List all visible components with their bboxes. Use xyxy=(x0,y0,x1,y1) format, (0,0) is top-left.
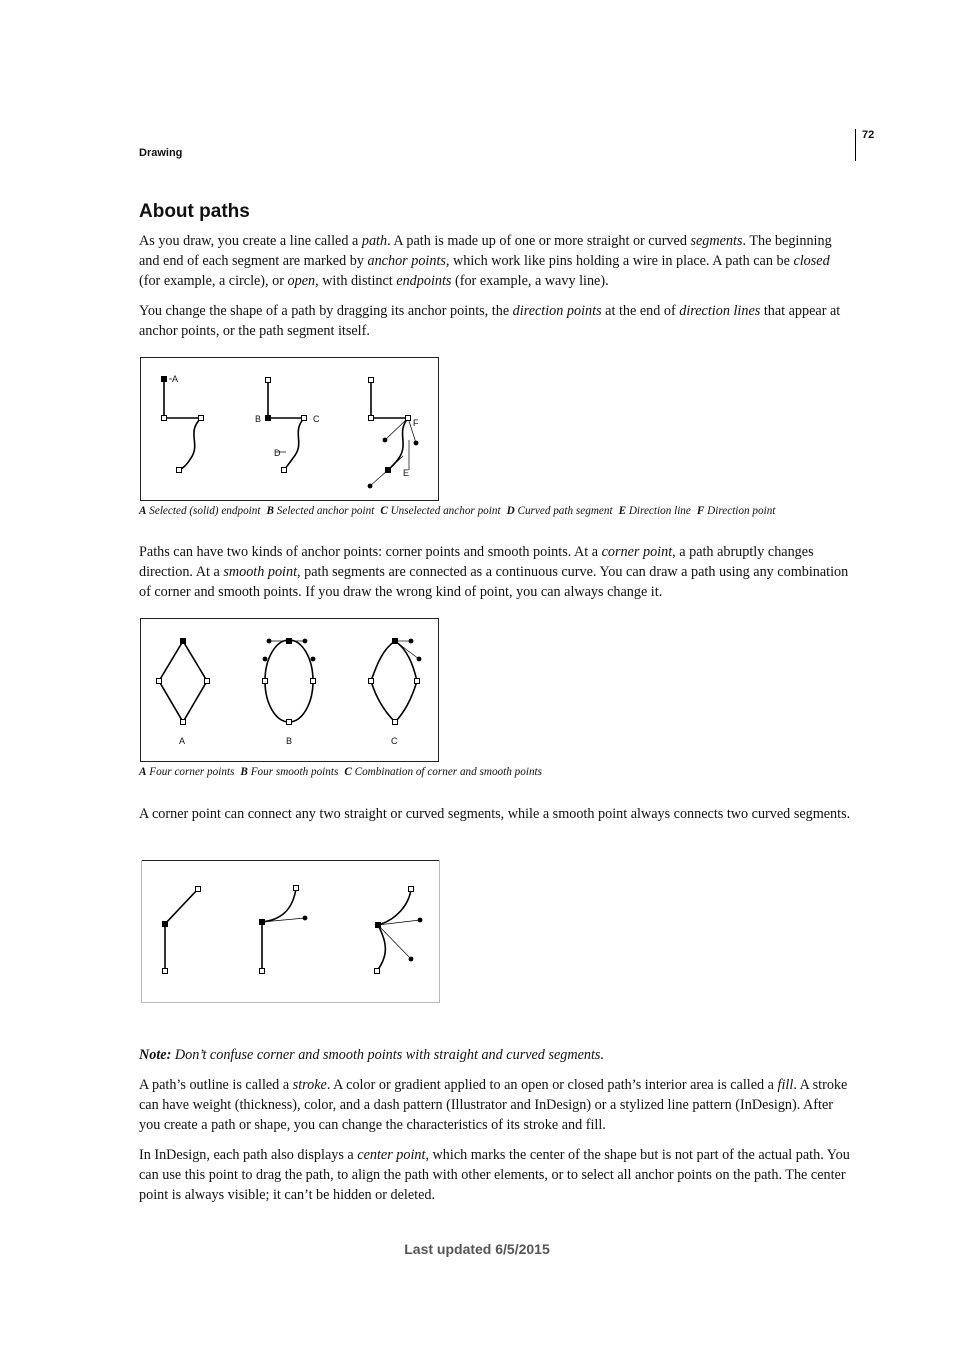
caption-text: Four smooth points xyxy=(247,766,339,778)
caption-key: A xyxy=(139,505,147,517)
label-b: B xyxy=(286,736,293,746)
figure-corner-smooth-points xyxy=(140,618,439,762)
caption-key: C xyxy=(380,505,388,517)
direction-point-marker xyxy=(383,438,388,443)
paragraph-corner-smooth xyxy=(139,542,851,602)
text-run: that appear at anchor points, or the path segment itself. xyxy=(139,303,841,339)
paragraph-corner-connect xyxy=(139,804,851,824)
caption-key: F xyxy=(696,505,705,517)
text-run: (for example, a wavy line). xyxy=(451,273,609,289)
text-run: Paths can have two kinds of anchor points: corner points and smooth points. At a xyxy=(139,544,602,560)
section-label: Drawing xyxy=(139,147,183,159)
text-run: open xyxy=(287,273,316,289)
caption-text: Direction line xyxy=(626,505,691,517)
caption-key: E xyxy=(618,505,627,517)
label-c: C xyxy=(391,736,398,746)
paragraph-stroke-fill xyxy=(139,1075,851,1135)
note-paragraph xyxy=(139,1045,851,1065)
text-run: anchor points xyxy=(367,253,446,269)
label-c: C xyxy=(313,414,320,424)
text-run: . The beginning and end of each segment are marked by xyxy=(139,233,832,269)
caption-text: Selected anchor point xyxy=(273,505,375,517)
text-run: , which work like pins holding a wire in place. A path can be xyxy=(445,253,794,269)
paragraph-changing-shape xyxy=(139,301,851,341)
text-run: , with distinct xyxy=(315,273,397,289)
text-run: at the end of xyxy=(601,303,680,319)
paragraph-center-point xyxy=(139,1145,851,1205)
selected-endpoint-marker xyxy=(162,377,167,382)
text-run: closed xyxy=(793,253,830,269)
caption-text: Combination of corner and smooth points xyxy=(351,766,543,778)
corner-smooth-illustration xyxy=(141,619,438,761)
text-run: endpoints xyxy=(396,273,452,289)
text-run: . A path is made up of one or more straight or curved xyxy=(387,233,691,249)
figure-path-components xyxy=(140,357,439,501)
caption-text: Unselected anchor point xyxy=(387,505,501,517)
caption-text: Four corner points xyxy=(146,766,235,778)
caption-text: Direction point xyxy=(704,505,776,517)
page-number: 72 xyxy=(862,129,875,141)
text-run: direction lines xyxy=(679,303,761,319)
label-f: F xyxy=(413,418,419,428)
caption-key: A xyxy=(139,766,147,778)
label-a: A xyxy=(172,374,179,384)
figure-1-caption xyxy=(139,505,851,517)
text-run: . A color or gradient applied to an open or closed path’s interior area is called a xyxy=(326,1077,778,1093)
text-run: fill xyxy=(777,1077,794,1093)
page-title: About paths xyxy=(139,201,250,222)
label-d: D xyxy=(274,448,281,458)
path-components-illustration xyxy=(141,358,438,500)
unselected-anchor-marker xyxy=(302,416,307,421)
text-run: smooth point xyxy=(223,564,298,580)
text-run: , path segments are connected as a continuous curve. You can draw a path using any combination of corner and smooth points. If you draw the wrong kind of point, you can always change it. xyxy=(139,564,849,600)
text-run: A path’s outline is called a xyxy=(139,1077,293,1093)
page-number-rule xyxy=(855,129,856,161)
text-run: , a path abruptly changes direction. At a xyxy=(139,544,814,580)
figure-2-caption xyxy=(139,766,851,778)
caption-key: B xyxy=(240,766,248,778)
text-run: path xyxy=(361,233,388,249)
text-run: In InDesign, each path also displays a xyxy=(139,1147,358,1163)
label-b: B xyxy=(255,414,262,424)
text-run: You change the shape of a path by dragging its anchor points, the xyxy=(139,303,513,319)
corner-connection-illustration xyxy=(141,860,440,1003)
text-run: Note: xyxy=(139,1047,172,1063)
text-run: segments xyxy=(690,233,743,249)
text-run: (for example, a circle), or xyxy=(139,273,288,289)
text-run: . A stroke can have weight (thickness), color, and a dash pattern (Illustrator and InDesign) or a stylized line pattern (InDesign). After you create a path or shape, you can change the characteristics of its stroke and fill. xyxy=(139,1077,848,1133)
caption-text: Selected (solid) endpoint xyxy=(146,505,261,517)
text-run: corner point xyxy=(601,544,673,560)
text-run: center point xyxy=(357,1147,426,1163)
text-run: Don’t confuse corner and smooth points with straight and curved segments. xyxy=(171,1047,605,1063)
caption-key: D xyxy=(506,505,515,517)
text-run: , which marks the center of the shape but is not part of the actual path. You can use this point to drag the path, to align the path with other elements, or to select all anchor points on the path. The center point is always visible; it can’t be hidden or deleted. xyxy=(139,1147,850,1203)
text-run: As you draw, you create a line called a xyxy=(139,233,362,249)
label-e: E xyxy=(403,468,410,478)
text-run: A corner point can connect any two straight or curved segments, while a smooth point always connects two curved segments. xyxy=(139,806,851,822)
paragraph-intro xyxy=(139,231,851,291)
caption-key: B xyxy=(266,505,274,517)
caption-key: C xyxy=(344,766,352,778)
label-a: A xyxy=(179,736,186,746)
footer-last-updated: Last updated 6/5/2015 xyxy=(404,1241,550,1257)
text-run: direction points xyxy=(512,303,602,319)
caption-text: Curved path segment xyxy=(514,505,613,517)
text-run: stroke xyxy=(292,1077,327,1093)
selected-anchor-marker xyxy=(266,416,271,421)
